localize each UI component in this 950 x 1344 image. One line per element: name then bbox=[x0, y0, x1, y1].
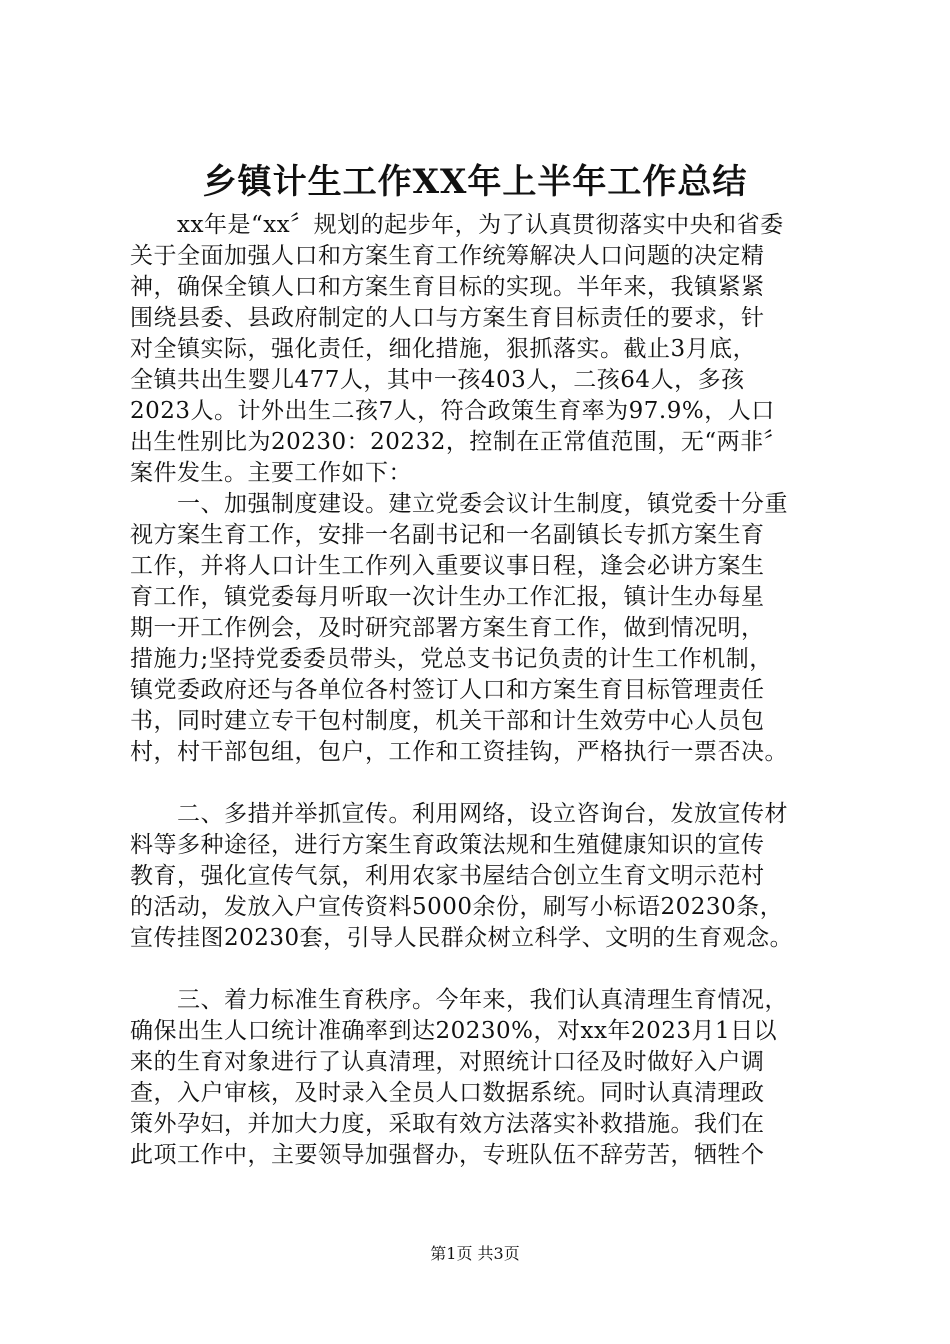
body-line: 教育，强化宣传气氛，利用农家书屋结合创立生育文明示范村 bbox=[130, 863, 765, 889]
body-line: 工作，并将人口计生工作列入重要议事日程，逢会必讲方案生 bbox=[130, 553, 765, 579]
body-line: 神，确保全镇人口和方案生育目标的实现。半年来，我镇紧紧 bbox=[130, 274, 765, 300]
page-footer: 第1页 共3页 bbox=[430, 1244, 520, 1263]
body-line: 一、加强制度建设。建立党委会议计生制度，镇党委十分重 bbox=[130, 491, 788, 517]
body-line: 2023人。计外出生二孩7人，符合政策生育率为97.9%，人口 bbox=[130, 398, 775, 424]
body-line: 确保出生人口统计准确率到达20230%，对xx年2023月1日以 bbox=[130, 1018, 778, 1044]
body-line: 二、多措并举抓宣传。利用网络，设立咨询台，发放宣传材 bbox=[130, 801, 788, 827]
body-line: 此项工作中，主要领导加强督办，专班队伍不辞劳苦，牺牲个 bbox=[130, 1142, 765, 1168]
body-line: 书，同时建立专干包村制度，机关干部和计生效劳中心人员包 bbox=[130, 708, 765, 734]
body-line: 全镇共出生婴儿477人，其中一孩403人，二孩64人，多孩 bbox=[130, 367, 745, 393]
body-line: 策外孕妇，并加大力度，采取有效方法落实补救措施。我们在 bbox=[130, 1111, 765, 1137]
body-line: 来的生育对象进行了认真清理，对照统计口径及时做好入户调 bbox=[130, 1049, 765, 1075]
body-line: 关于全面加强人口和方案生育工作统筹解决人口问题的决定精 bbox=[130, 243, 765, 269]
body-line: 围绕县委、县政府制定的人口与方案生育目标责任的要求，针 bbox=[130, 305, 765, 331]
body-line: 料等多种途径，进行方案生育政策法规和生殖健康知识的宣传 bbox=[130, 832, 765, 858]
body-line: 的活动，发放入户宣传资料5000余份，刷写小标语20230条， bbox=[130, 894, 784, 920]
body-line: 查，入户审核，及时录入全员人口数据系统。同时认真清理政 bbox=[130, 1080, 765, 1106]
body-line: 镇党委政府还与各单位各村签订人口和方案生育目标管理责任 bbox=[130, 677, 765, 703]
body-line: 村，村干部包组，包户，工作和工资挂钩，严格执行一票否决。 bbox=[130, 739, 788, 765]
body-line: 育工作，镇党委每月听取一次计生办工作汇报，镇计生办每星 bbox=[130, 584, 765, 610]
body-line: 出生性别比为20230：20232，控制在正常值范围，无“两非〞 bbox=[130, 429, 788, 455]
body-line: 措施力;坚持党委委员带头，党总支书记负责的计生工作机制， bbox=[130, 646, 773, 672]
paragraph-gap bbox=[130, 954, 850, 985]
paragraph-gap bbox=[130, 768, 850, 799]
body-line: xx年是“xx〞规划的起步年，为了认真贯彻落实中央和省委 bbox=[130, 212, 784, 238]
body-line: 视方案生育工作，安排一名副书记和一名副镇长专抓方案生育 bbox=[130, 522, 765, 548]
body-line: 案件发生。主要工作如下： bbox=[130, 460, 412, 486]
body-line: 期一开工作例会，及时研究部署方案生育工作，做到情况明， bbox=[130, 615, 765, 641]
body-line: 三、着力标准生育秩序。今年来，我们认真清理生育情况， bbox=[130, 987, 788, 1013]
document-title: 乡镇计生工作XX年上半年工作总结 bbox=[202, 162, 748, 202]
body-line: 对全镇实际，强化责任，细化措施，狠抓落实。截止3月底， bbox=[130, 336, 757, 362]
document-body bbox=[130, 210, 850, 1171]
body-line: 宣传挂图20230套，引导人民群众树立科学、文明的生育观念。 bbox=[130, 925, 794, 951]
